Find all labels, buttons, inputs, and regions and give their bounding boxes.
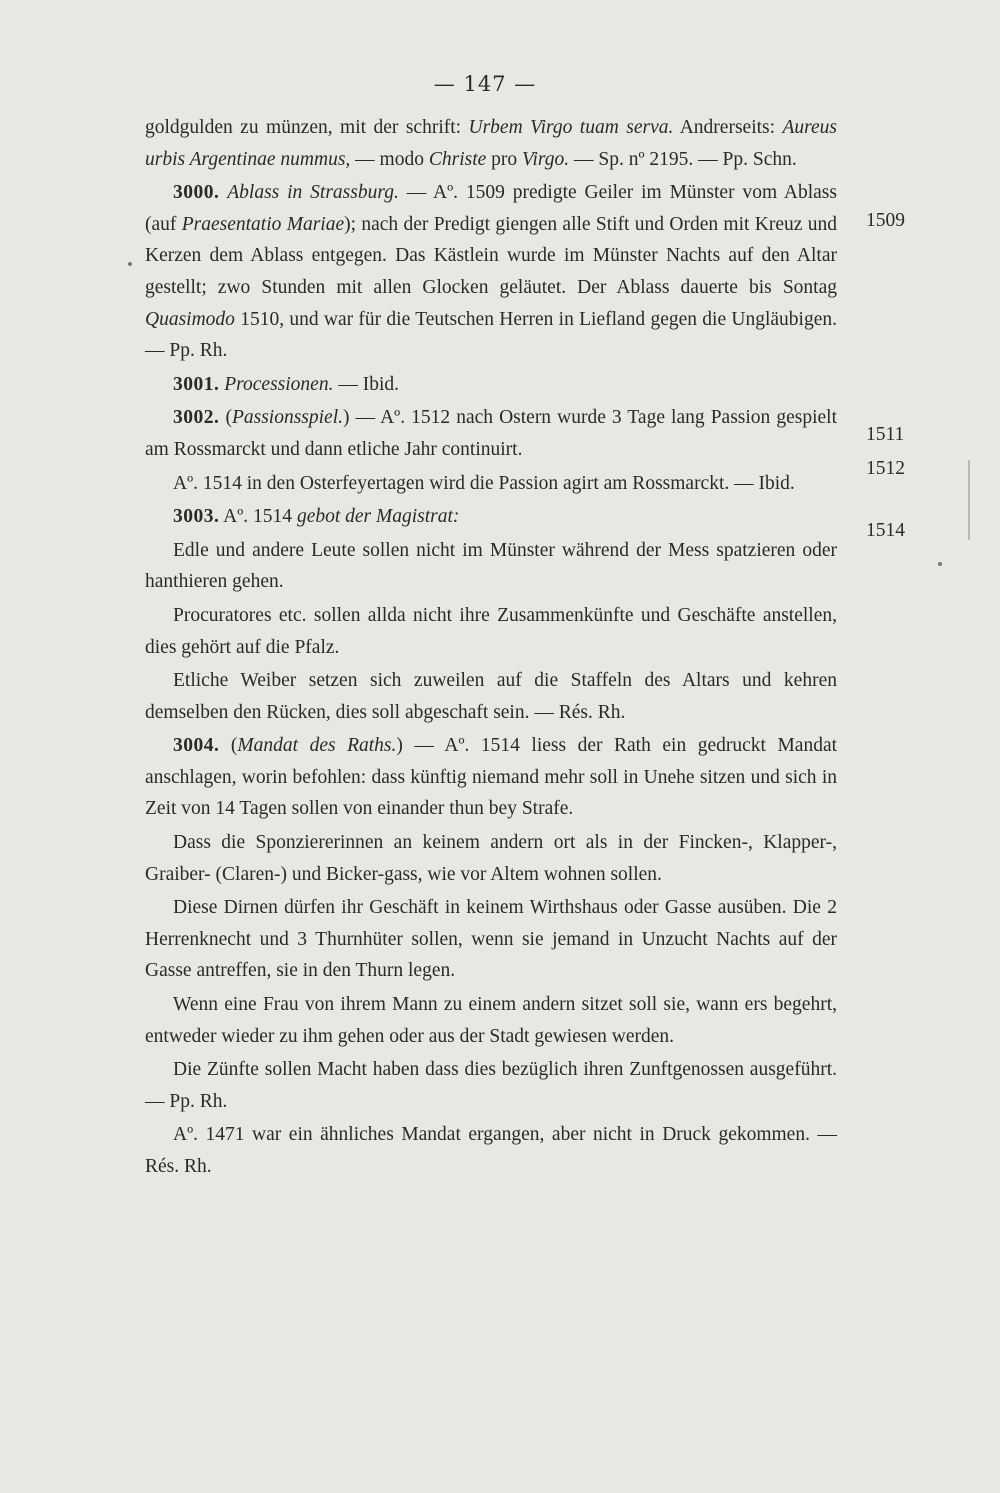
mandate-paragraph: Aº. 1471 war ein ähnliches Mandat ergangen, aber nicht in Druck gekommen. — Rés. Rh. <box>145 1124 837 1177</box>
paren: ) <box>343 407 350 429</box>
text-run: pro <box>486 148 523 170</box>
entry-text: — Aº. 1514 liess der Rath ein gedruckt Mandat anschlagen, worin befohlen: dass künftig niemand mehr soll in Unehe sitzen und sich in Zeit von 14 Tagen sollen von einander thun bey Strafe. <box>145 735 838 820</box>
continuation-paragraph <box>145 112 837 175</box>
main-text <box>145 112 837 1185</box>
mandate-paragraph: Wenn eine Frau von ihrem Mann zu einem andern sitzet soll sie, wann ers begehrt, entweder wieder zu ihm gehen oder aus der Stadt gewiesen werden. <box>145 994 837 1047</box>
entry-text: ); nach der Predigt giengen alle Stift und Orden mit Kreuz und Kerzen dem Ablass entgegen. Das Kästlein wurde im Münster Nachts auf den Altar gestellt; zwo Stunden mit allen Glocken geläutet. Der Ablass dauerte bis Sontag <box>145 213 837 298</box>
entry-3003 <box>145 501 837 533</box>
italic-term: Quasimodo <box>145 308 235 330</box>
ordinance-paragraph: Procuratores etc. sollen allda nicht ihre Zusammenkünfte und Geschäfte anstellen, dies gehört auf die Pfalz. <box>145 604 837 658</box>
ink-dot <box>128 262 132 266</box>
mandate-paragraph: Dass die Sponziererinnen an keinem andern ort als in der Fincken-, Klapper-, Graiber- (Claren-) und Bicker-gass, wie vor Altem wohnen sollen. <box>145 832 837 885</box>
entry-3002-continued: Aº. 1514 in den Osterfeyertagen wird die Passion agirt am Rossmarckt. — Ibid. <box>173 472 795 494</box>
paren: ( <box>225 407 232 429</box>
page-number: — 147 — <box>433 72 537 96</box>
entry-title: Passionsspiel. <box>231 407 344 429</box>
entry-3001 <box>145 369 837 401</box>
paren: ( <box>230 735 238 757</box>
margin-year-1512: 1512 <box>866 458 905 479</box>
entry-3002 <box>145 402 837 465</box>
mandate-paragraph: Die Zünfte sollen Macht haben dass dies bezüglich ihren Zunftgenossen ausgeführt. — Pp. Rh. <box>145 1059 837 1112</box>
paren: ) <box>396 735 403 757</box>
text-run: goldgulden zu münzen, mit der schrift: <box>145 117 469 138</box>
entry-3000 <box>145 177 837 367</box>
ordinance-paragraph: Etliche Weiber setzen sich zuweilen auf die Staffeln des Altars und kehren demselben den Rücken, dies soll abgeschaft sein. — Rés. Rh. <box>145 670 837 723</box>
text-run: — modo <box>350 148 429 170</box>
margin-rule-mark <box>968 460 970 540</box>
margin-year-1514: 1514 <box>866 520 905 541</box>
entry-text: 1510, und war für die Teutschen Herren in Liefland gegen die Ungläubigen. — Pp. Rh. <box>145 308 837 362</box>
margin-year-1509: 1509 <box>866 210 905 231</box>
entry-title: Processionen. <box>224 373 334 395</box>
latin-word: Virgo. <box>522 148 570 170</box>
source-reference: — Sp. nº 2195. — Pp. Schn. <box>569 148 797 170</box>
entry-text: Aº. 1514 <box>219 506 297 528</box>
entry-number: 3004. <box>173 735 220 757</box>
ink-dot <box>938 562 942 566</box>
latin-inscription: Urbem Virgo tuam serva. <box>468 117 674 138</box>
entry-3004 <box>145 730 837 825</box>
italic-term: Praesentatio Mariae <box>181 213 345 235</box>
mandate-paragraph: Diese Dirnen dürfen ihr Geschäft in keinem Wirthshaus oder Gasse ausüben. Die 2 Herrenknecht und 3 Thurnhüter sollen, wenn sie jemand in Unzucht Nachts auf der Gasse antreffen, sie in den Thurn legen. <box>145 897 837 982</box>
entry-text: — Aº. 1509 predigte Geiler im Münster vom Ablass (auf <box>145 182 837 235</box>
latin-inscription: Aureus urbis Argentinae nummus, <box>145 117 837 170</box>
latin-word: Christe <box>428 148 487 170</box>
ordinance-paragraph: Edle und andere Leute sollen nicht im Münster während der Mess spatzieren oder hanthieren gehen. <box>145 539 837 593</box>
entry-text: — Ibid. <box>333 373 400 395</box>
entry-number: 3000. <box>173 182 220 204</box>
margin-year-1511: 1511 <box>866 424 905 445</box>
entry-number: 3001. <box>173 373 220 395</box>
entry-title: gebot der Magistrat: <box>296 506 460 528</box>
entry-number: 3003. <box>173 506 220 528</box>
entry-title: Mandat des Raths. <box>237 735 397 757</box>
entry-title: Ablass in Strassburg. <box>227 182 399 204</box>
text-run: Andrerseits: <box>673 117 783 138</box>
entry-text: — Aº. 1512 nach Ostern wurde 3 Tage lang Passion gespielt am Rossmarckt und dann etliche Jahr continuirt. <box>145 407 838 460</box>
entry-number: 3002. <box>173 407 220 429</box>
